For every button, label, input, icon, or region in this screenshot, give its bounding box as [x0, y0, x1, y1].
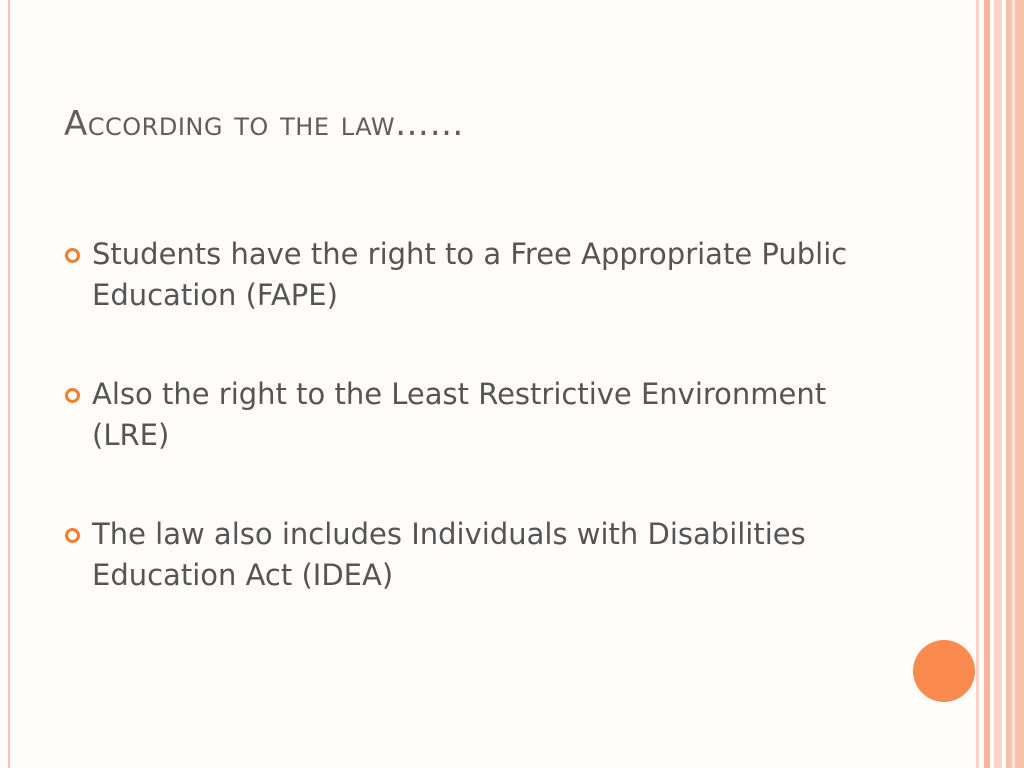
bullet-item: [62, 374, 892, 456]
right-decorative-stripe: [994, 0, 1002, 768]
right-decorative-stripe: [1012, 0, 1015, 768]
bullet-item: [62, 514, 892, 596]
hollow-circle-bullet-icon: [65, 528, 80, 543]
bullet-text: The law also includes Individuals with Disabilities Education Act (IDEA): [92, 517, 806, 592]
filled-circle-decoration-icon: [913, 640, 975, 702]
bullet-text: Students have the right to a Free Appropriate Public Education (FAPE): [92, 237, 848, 312]
left-border-line: [8, 0, 10, 768]
right-decorative-stripe: [1006, 0, 1024, 768]
right-decorative-stripe: [976, 0, 979, 768]
bullet-list: [62, 234, 892, 654]
bullet-text: Also the right to the Least Restrictive Environment (LRE): [92, 377, 827, 452]
hollow-circle-bullet-icon: [65, 388, 80, 403]
hollow-circle-bullet-icon: [65, 248, 80, 263]
slide-title: According to the law……: [64, 104, 465, 144]
right-decorative-stripe: [984, 0, 990, 768]
bullet-item: [62, 234, 892, 316]
